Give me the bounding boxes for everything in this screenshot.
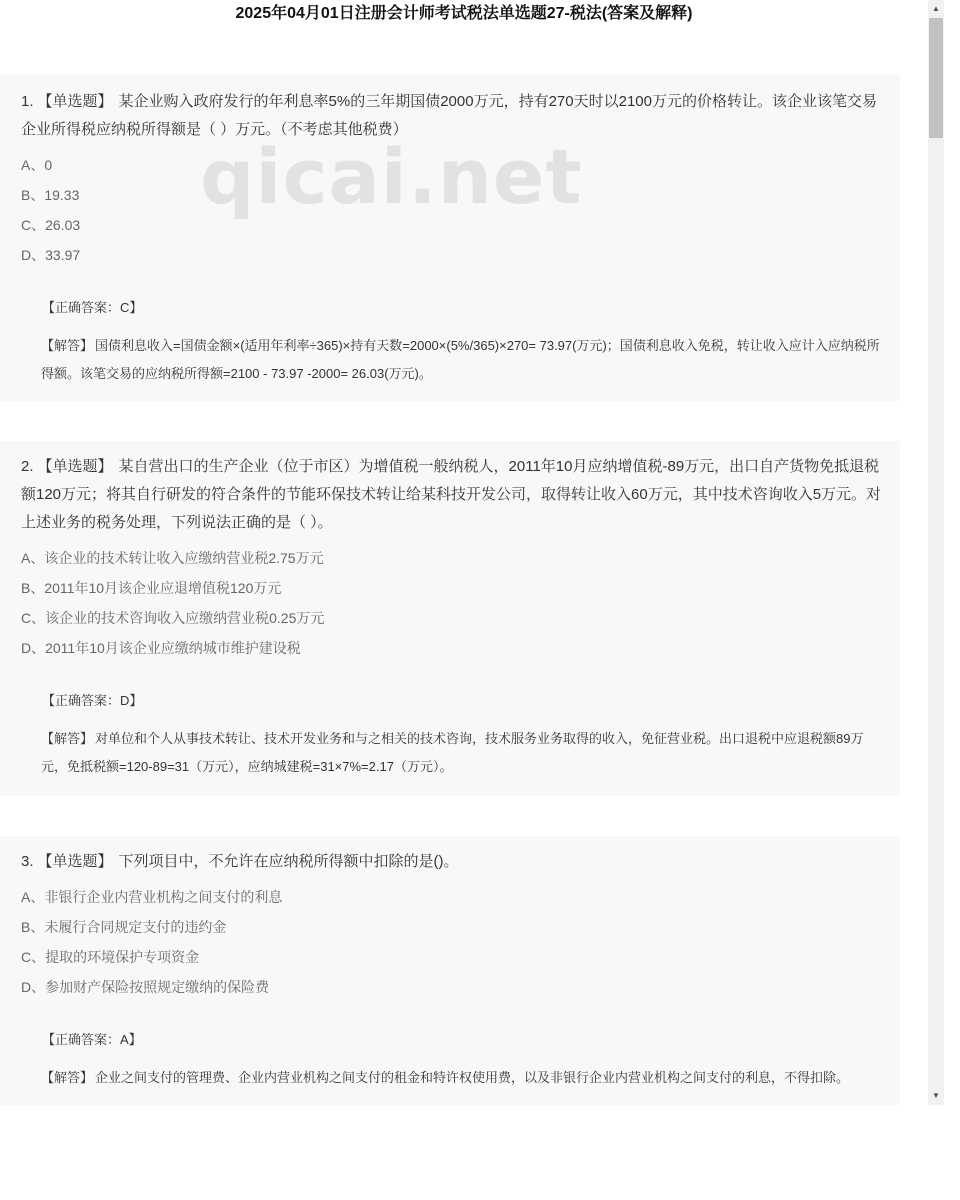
- option-b[interactable]: B、19.33: [21, 187, 80, 203]
- option-list: [21, 882, 886, 1002]
- option-list: [21, 150, 886, 270]
- option-c[interactable]: C、提取的环境保护专项资金: [21, 949, 200, 965]
- correct-answer: 【正确答案：D】: [42, 693, 143, 708]
- question-number: 3.: [21, 853, 34, 870]
- explanation-label: 【解答】: [41, 338, 94, 353]
- question-card-1: [0, 74, 900, 401]
- explanation: [21, 332, 886, 388]
- option-b[interactable]: B、未履行合同规定支付的违约金: [21, 919, 227, 935]
- question-type: 【单选题】: [37, 93, 113, 110]
- question-body: 下列项目中，不允许在应纳税所得额中扣除的是()。: [118, 853, 459, 870]
- question-text: [21, 848, 886, 876]
- explanation-text: 国债利息收入=国债金额×(适用年利率÷365)×持有天数=2000×(5%/365)×270= 73.97(万元)；国债利息收入免税，转让收入应计入应纳税所得额。该笔交易的应纳税所得额=2100 - 73.97 -2000= 26.03(万元)。: [41, 338, 880, 381]
- option-c[interactable]: C、该企业的技术咨询收入应缴纳营业税0.25万元: [21, 610, 325, 626]
- page-title: 2025年04月01日注册会计师考试税法单选题27-税法(答案及解释): [235, 5, 693, 22]
- explanation: [21, 1064, 886, 1092]
- option-d[interactable]: D、参加财产保险按照规定缴纳的保险费: [21, 979, 270, 995]
- question-text: [21, 88, 886, 144]
- scroll-up-icon[interactable]: ▲: [932, 4, 940, 13]
- question-body: 某自营出口的生产企业（位于市区）为增值税一般纳税人，2011年10月应纳增值税-89万元，出口自产货物免抵退税额120万元；将其自行研发的符合条件的节能环保技术转让给某科技开发公司，取得转让收入60万元，其中技术咨询收入5万元。对上述业务的税务处理，下列说法正确的是（ ）。: [21, 458, 882, 531]
- question-number: 2.: [21, 458, 34, 475]
- vertical-scrollbar[interactable]: [928, 0, 944, 1105]
- explanation-text: 对单位和个人从事技术转让、技术开发业务和与之相关的技术咨询，技术服务业务取得的收入，免征营业税。出口退税中应退税额89万元，免抵税额=120-89=31（万元），应纳城建税=31×7%=2.17（万元）。: [41, 731, 864, 774]
- explanation: [21, 725, 886, 781]
- explanation-label: 【解答】: [41, 731, 94, 746]
- explanation-text: 企业之间支付的管理费、企业内营业机构之间支付的租金和特许权使用费，以及非银行企业内营业机构之间支付的利息，不得扣除。: [95, 1070, 850, 1085]
- option-list: [21, 543, 886, 663]
- option-a[interactable]: A、0: [21, 157, 53, 173]
- question-text: [21, 453, 886, 537]
- question-number: 1.: [21, 93, 34, 110]
- question-card-2: [0, 441, 900, 796]
- question-card-3: [0, 836, 900, 1105]
- watermark-logo: qicai.net: [200, 132, 583, 221]
- correct-answer: 【正确答案：C】: [42, 300, 143, 315]
- scroll-down-icon[interactable]: ▼: [932, 1091, 940, 1100]
- explanation-label: 【解答】: [41, 1070, 94, 1085]
- option-a[interactable]: A、该企业的技术转让收入应缴纳营业税2.75万元: [21, 550, 324, 566]
- correct-answer: 【正确答案：A】: [42, 1032, 142, 1047]
- option-c[interactable]: C、26.03: [21, 217, 81, 233]
- question-type: 【单选题】: [37, 853, 113, 870]
- question-type: 【单选题】: [37, 458, 113, 475]
- option-d[interactable]: D、33.97: [21, 247, 81, 263]
- option-a[interactable]: A、非银行企业内营业机构之间支付的利息: [21, 889, 283, 905]
- scroll-thumb[interactable]: [929, 18, 943, 138]
- question-body: 某企业购入政府发行的年利息率5%的三年期国债2000万元，持有270天时以2100万元的价格转让。该企业该笔交易企业所得税应纳税所得额是（ ）万元。（不考虑其他税费）: [21, 93, 877, 138]
- option-b[interactable]: B、2011年10月该企业应退增值税120万元: [21, 580, 282, 596]
- option-d[interactable]: D、2011年10月该企业应缴纳城市维护建设税: [21, 640, 301, 656]
